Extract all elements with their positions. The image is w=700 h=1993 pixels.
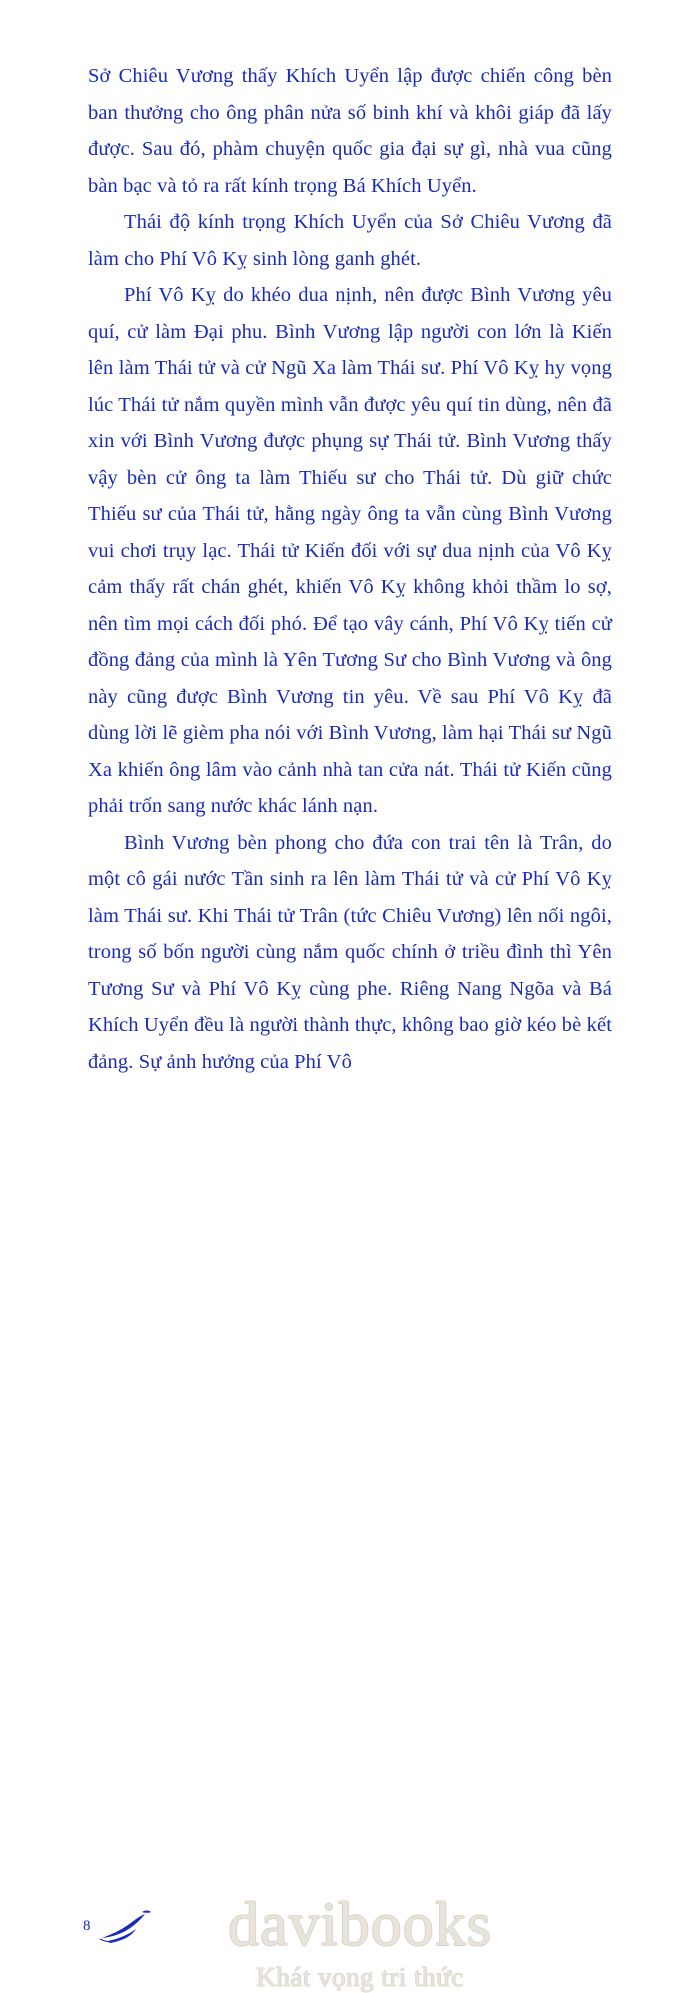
watermark-tagline: Khát vọng tri thức (256, 1962, 464, 1992)
page-number: 8 (83, 1918, 91, 1934)
bird-logo-icon (98, 1908, 154, 1946)
body-text-column (88, 58, 612, 1080)
watermark-brand: davibooks (228, 1891, 492, 1959)
paragraph: Bình Vương bèn phong cho đứa con trai tên là Trân, do một cô gái nước Tần sinh ra lên làm Thái tử và cử Phí Vô Kỵ làm Thái sư. Khi Thái tử Trân (tức Chiêu Vương) lên nối ngôi, trong số bốn người cùng nắm quốc chính ở triều đình thì Yên Tương Sư và Phí Vô Kỵ cùng phe. Riêng Nang Ngõa và Bá Khích Uyển đều là người thành thực, không bao giờ kéo bè kết đảng. Sự ảnh hưởng của Phí Vô (88, 831, 612, 1073)
paragraph: Sở Chiêu Vương thấy Khích Uyển lập được chiến công bèn ban thưởng cho ông phân nửa số binh khí và khôi giáp đã lấy được. Sau đó, phàm chuyện quốc gia đại sự gì, nhà vua cũng bàn bạc và tỏ ra rất kính trọng Bá Khích Uyển. (88, 65, 612, 197)
paragraph: Phí Vô Kỵ do khéo dua nịnh, nên được Bình Vương yêu quí, cử làm Đại phu. Bình Vương lập người con lớn là Kiến lên làm Thái tử và cử Ngũ Xa làm Thái sư. Phí Vô Kỵ hy vọng lúc Thái tử nắm quyền mình vẫn được yêu quí tin dùng, nên đã xin với Bình Vương được phụng sự Thái tử. Bình Vương thấy vậy bèn cử ông ta làm Thiếu sư cho Thái tử. Dù giữ chức Thiếu sư của Thái tử, hằng ngày ông ta vẫn cùng Bình Vương vui chơi trụy lạc. Thái tử Kiến đối với sự dua nịnh của Vô Kỵ cảm thấy rất chán ghét, khiến Vô Kỵ không khỏi thầm lo sợ, nên tìm mọi cách đối phó. Để tạo vây cánh, Phí Vô Kỵ tiến cử đồng đảng của mình là Yên Tương Sư cho Bình Vương và ông này cũng được Bình Vương tin yêu. Về sau Phí Vô Kỵ đã dùng lời lẽ gièm pha nói với Bình Vương, làm hại Thái sư Ngũ Xa khiến ông lâm vào cảnh nhà tan cửa nát. Thái tử Kiến cũng phải trốn sang nước khác lánh nạn. (88, 284, 612, 817)
watermark (150, 1891, 570, 1993)
paragraph: Thái độ kính trọng Khích Uyển của Sở Chiêu Vương đã làm cho Phí Vô Kỵ sinh lòng ganh ghét. (88, 211, 612, 270)
